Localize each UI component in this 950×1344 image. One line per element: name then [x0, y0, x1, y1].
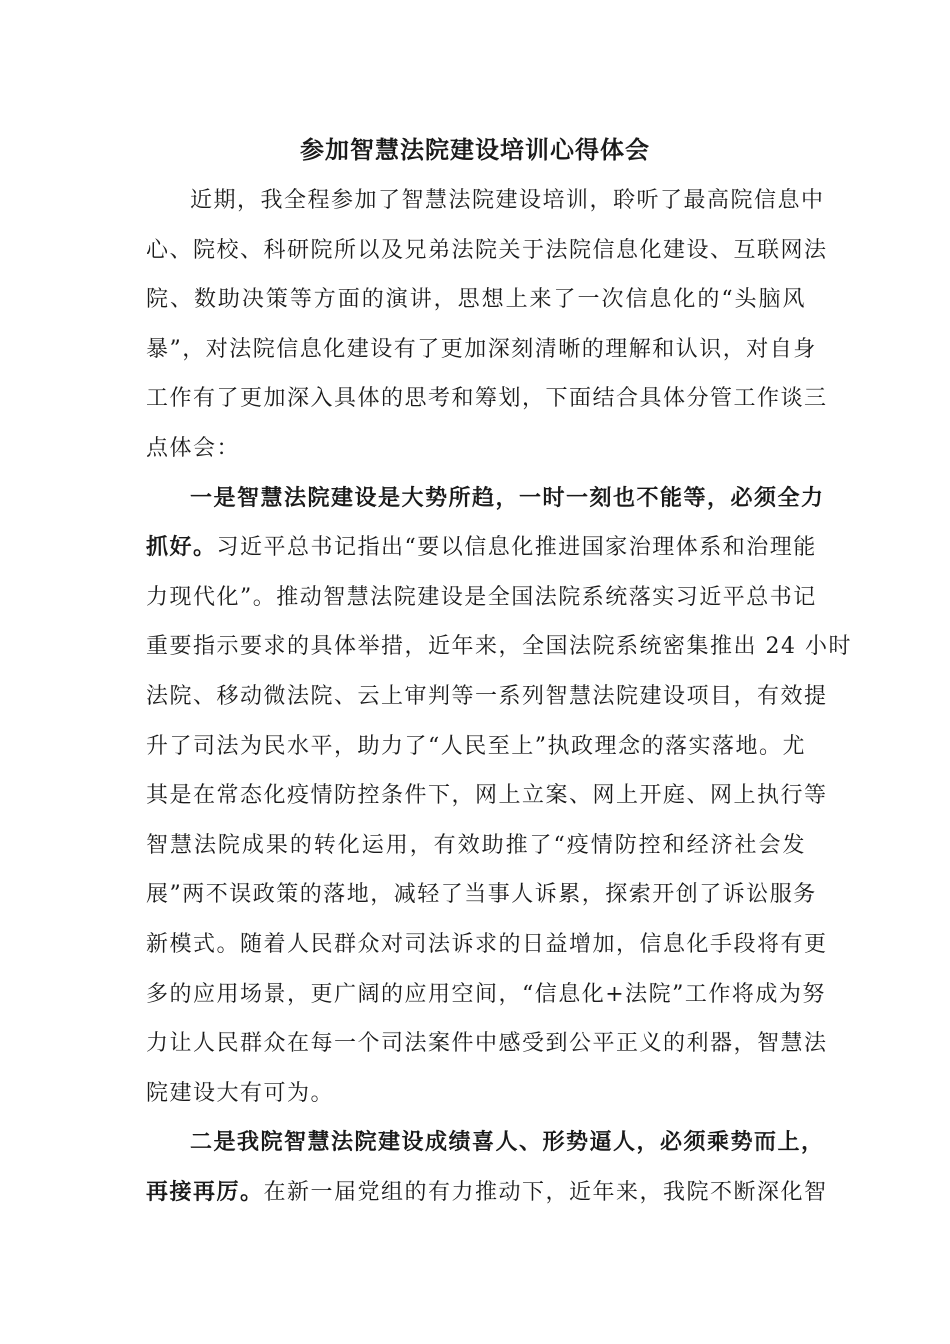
paragraph-point-one — [146, 474, 852, 1119]
mixed-line — [146, 1168, 828, 1218]
body-text: 习近平总书记指出“要以信息化推进国家治理体系和治理能 — [216, 535, 817, 561]
text-line: 力现代化”。推动智慧法院建设是全国法院系统落实习近平总书记 — [146, 584, 817, 610]
lead-text: 再接再厉。 — [146, 1178, 264, 1205]
text-line: 工作有了更加深入具体的思考和筹划，下面结合具体分管工作谈三 — [146, 386, 828, 412]
body-text: 在新一届党组的有力推动下，近年来，我院不断深化智 — [263, 1179, 828, 1205]
text-line: 新模式。随着人民群众对司法诉求的日益增加，信息化手段将有更 — [146, 931, 828, 957]
text-line: 力让人民群众在每一个司法案件中感受到公平正义的利器，智慧法 — [146, 1031, 828, 1057]
text-line: 近期，我全程参加了智慧法院建设培训，聆听了最高院信息中 — [190, 188, 825, 213]
paragraph-point-two — [146, 1118, 828, 1217]
text-line: 展”两不误政策的落地，减轻了当事人诉累，探索开创了诉讼服务 — [146, 882, 817, 908]
text-line: 院建设大有可为。 — [146, 1080, 335, 1106]
lead-line: 二是我院智慧法院建设成绩喜人、形势逼人，必须乘势而上， — [190, 1129, 825, 1156]
text-line: 多的应用场景，更广阔的应用空间，“信息化+法院”工作将成为努 — [146, 981, 826, 1007]
text-line: 院、数助决策等方面的演讲，思想上来了一次信息化的“头脑风 — [146, 287, 806, 313]
text-line: 其是在常态化疫情防控条件下，网上立案、网上开庭、网上执行等 — [146, 783, 828, 809]
text-line: 升了司法为民水平，助力了“人民至上”执政理念的落实落地。尤 — [146, 733, 806, 759]
text-line: 心、院校、科研院所以及兄弟法院关于法院信息化建设、互联网法 — [146, 237, 828, 263]
text-line: 法院、移动微法院、云上审判等一系列智慧法院建设项目，有效提 — [146, 683, 828, 709]
text-line: 暴”，对法院信息化建设有了更加深刻清晰的理解和认识，对自身 — [146, 336, 817, 362]
lead-line: 一是智慧法院建设是大势所趋，一时一刻也不能等，必须全力 — [190, 484, 825, 511]
text-line: 点体会： — [146, 435, 241, 461]
lead-text: 抓好。 — [146, 534, 217, 561]
mixed-line — [146, 523, 817, 573]
text-line: 智慧法院成果的转化运用，有效助推了“疫情防控和经济社会发 — [146, 832, 806, 858]
document-title: 参加智慧法院建设培训心得体会 — [300, 135, 650, 164]
paragraph-intro — [146, 176, 828, 474]
document-body — [146, 176, 852, 1217]
text-line: 重要指示要求的具体举措，近年来，全国法院系统密集推出 24 小时 — [146, 634, 852, 660]
